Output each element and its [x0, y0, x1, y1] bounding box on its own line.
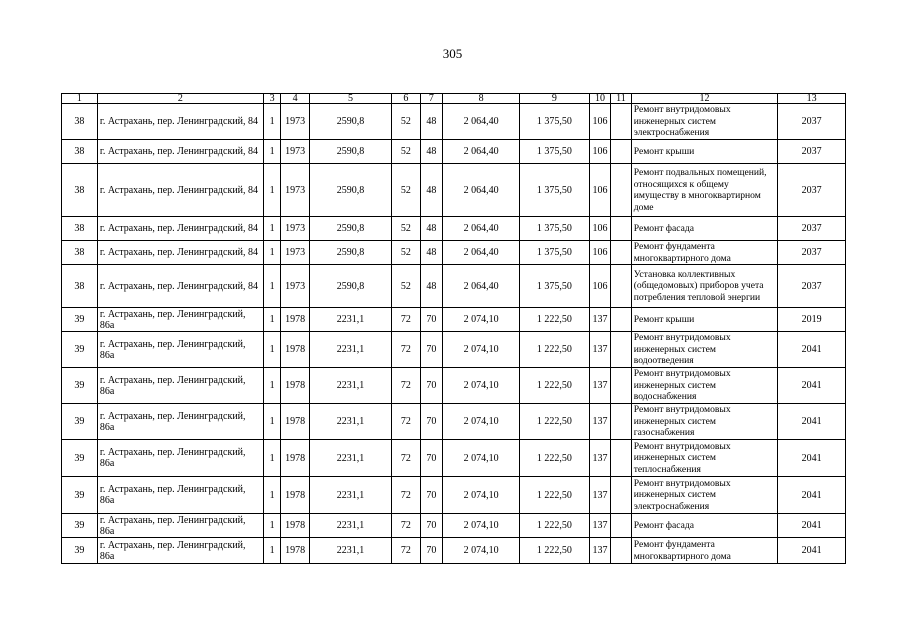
- cell-address: г. Астрахань, пер. Ленинградский, 86а: [97, 477, 263, 514]
- cell-col10: 137: [589, 514, 611, 538]
- cell-col11: [611, 241, 631, 265]
- cell-area: 2590,8: [309, 164, 391, 217]
- cell-col8: 2 074,10: [443, 404, 520, 440]
- cell-col6: 52: [391, 241, 420, 265]
- cell-year: 1973: [281, 140, 310, 164]
- cell-col6: 52: [391, 265, 420, 308]
- cell-number: 39: [62, 440, 98, 477]
- cell-area: 2231,1: [309, 368, 391, 404]
- cell-col11: [611, 308, 631, 332]
- cell-col9: 1 375,50: [520, 217, 590, 241]
- cell-col10: 106: [589, 140, 611, 164]
- cell-area: 2231,1: [309, 440, 391, 477]
- cell-term: 2041: [778, 368, 846, 404]
- cell-col8: 2 074,10: [443, 308, 520, 332]
- cell-year: 1973: [281, 217, 310, 241]
- cell-col6: 72: [391, 440, 420, 477]
- cell-col7: 48: [420, 265, 443, 308]
- cell-col11: [611, 217, 631, 241]
- cell-term: 2037: [778, 164, 846, 217]
- cell-col3: 1: [263, 217, 280, 241]
- cell-col3: 1: [263, 404, 280, 440]
- cell-col8: 2 074,10: [443, 538, 520, 564]
- cell-col11: [611, 514, 631, 538]
- cell-col9: 1 222,50: [520, 308, 590, 332]
- cell-area: 2590,8: [309, 241, 391, 265]
- cell-number: 39: [62, 538, 98, 564]
- cell-address: г. Астрахань, пер. Ленинградский, 86а: [97, 404, 263, 440]
- cell-term: 2037: [778, 241, 846, 265]
- cell-number: 39: [62, 332, 98, 368]
- cell-col3: 1: [263, 140, 280, 164]
- cell-col6: 72: [391, 368, 420, 404]
- cell-work-type: Ремонт фасада: [631, 217, 778, 241]
- cell-col9: 1 375,50: [520, 164, 590, 217]
- cell-area: 2231,1: [309, 404, 391, 440]
- cell-col3: 1: [263, 538, 280, 564]
- cell-col6: 72: [391, 404, 420, 440]
- cell-col8: 2 074,10: [443, 477, 520, 514]
- cell-col3: 1: [263, 514, 280, 538]
- cell-work-type: Ремонт внутридомовых инженерных систем электроснабжения: [631, 104, 778, 140]
- cell-area: 2231,1: [309, 538, 391, 564]
- cell-col8: 2 064,40: [443, 217, 520, 241]
- cell-col10: 106: [589, 104, 611, 140]
- cell-col7: 70: [420, 308, 443, 332]
- cell-term: 2019: [778, 308, 846, 332]
- cell-term: 2037: [778, 217, 846, 241]
- table-body: [62, 94, 846, 564]
- cell-col10: 106: [589, 164, 611, 217]
- cell-address: г. Астрахань, пер. Ленинградский, 84: [97, 217, 263, 241]
- cell-col11: [611, 404, 631, 440]
- cell-col11: [611, 104, 631, 140]
- cell-col7: 70: [420, 368, 443, 404]
- cell-col6: 72: [391, 538, 420, 564]
- cell-year: 1978: [281, 440, 310, 477]
- cell-col10: 137: [589, 308, 611, 332]
- table-row: [62, 332, 846, 368]
- cell-col9: 1 375,50: [520, 265, 590, 308]
- cell-year: 1978: [281, 368, 310, 404]
- header-cell: 1: [62, 94, 98, 104]
- cell-address: г. Астрахань, пер. Ленинградский, 86а: [97, 440, 263, 477]
- header-cell: 2: [97, 94, 263, 104]
- header-cell: 13: [778, 94, 846, 104]
- cell-col10: 106: [589, 265, 611, 308]
- table-row: [62, 241, 846, 265]
- cell-col3: 1: [263, 265, 280, 308]
- cell-col3: 1: [263, 104, 280, 140]
- header-row: [62, 94, 846, 104]
- table-row: [62, 538, 846, 564]
- cell-year: 1978: [281, 477, 310, 514]
- header-cell: 7: [420, 94, 443, 104]
- table-row: [62, 440, 846, 477]
- table-row: [62, 308, 846, 332]
- cell-col10: 137: [589, 332, 611, 368]
- cell-area: 2231,1: [309, 477, 391, 514]
- cell-col8: 2 064,40: [443, 265, 520, 308]
- cell-work-type: Ремонт фундамента многоквартирного дома: [631, 538, 778, 564]
- cell-col3: 1: [263, 241, 280, 265]
- cell-col9: 1 375,50: [520, 104, 590, 140]
- cell-col8: 2 074,10: [443, 368, 520, 404]
- table-row: [62, 164, 846, 217]
- table-row: [62, 104, 846, 140]
- cell-area: 2231,1: [309, 514, 391, 538]
- cell-col8: 2 064,40: [443, 164, 520, 217]
- cell-col7: 48: [420, 140, 443, 164]
- cell-number: 39: [62, 477, 98, 514]
- cell-col7: 48: [420, 241, 443, 265]
- cell-year: 1973: [281, 104, 310, 140]
- cell-col10: 137: [589, 404, 611, 440]
- table-row: [62, 477, 846, 514]
- cell-area: 2231,1: [309, 332, 391, 368]
- cell-area: 2590,8: [309, 217, 391, 241]
- table-row: [62, 140, 846, 164]
- cell-address: г. Астрахань, пер. Ленинградский, 84: [97, 241, 263, 265]
- cell-col8: 2 074,10: [443, 332, 520, 368]
- cell-col7: 70: [420, 440, 443, 477]
- data-table: [61, 93, 846, 564]
- cell-work-type: Ремонт внутридомовых инженерных систем теплоснабжения: [631, 440, 778, 477]
- cell-col6: 52: [391, 104, 420, 140]
- cell-term: 2041: [778, 404, 846, 440]
- cell-col10: 137: [589, 368, 611, 404]
- cell-address: г. Астрахань, пер. Ленинградский, 86а: [97, 332, 263, 368]
- header-cell: 12: [631, 94, 778, 104]
- cell-term: 2041: [778, 440, 846, 477]
- table-row: [62, 368, 846, 404]
- cell-address: г. Астрахань, пер. Ленинградский, 84: [97, 265, 263, 308]
- cell-year: 1978: [281, 538, 310, 564]
- cell-term: 2037: [778, 104, 846, 140]
- cell-year: 1973: [281, 164, 310, 217]
- cell-col3: 1: [263, 308, 280, 332]
- cell-number: 38: [62, 104, 98, 140]
- table-row: [62, 265, 846, 308]
- cell-col7: 70: [420, 514, 443, 538]
- cell-number: 38: [62, 241, 98, 265]
- cell-year: 1978: [281, 514, 310, 538]
- header-cell: 4: [281, 94, 310, 104]
- cell-col7: 48: [420, 164, 443, 217]
- table-row: [62, 404, 846, 440]
- cell-address: г. Астрахань, пер. Ленинградский, 86а: [97, 538, 263, 564]
- cell-work-type: Ремонт внутридомовых инженерных систем водоотведения: [631, 332, 778, 368]
- cell-work-type: Ремонт внутридомовых инженерных систем электроснабжения: [631, 477, 778, 514]
- cell-year: 1978: [281, 332, 310, 368]
- cell-col9: 1 222,50: [520, 368, 590, 404]
- header-cell: 11: [611, 94, 631, 104]
- table-row: [62, 217, 846, 241]
- cell-col8: 2 074,10: [443, 514, 520, 538]
- cell-col9: 1 222,50: [520, 538, 590, 564]
- cell-col6: 52: [391, 217, 420, 241]
- cell-col11: [611, 164, 631, 217]
- cell-col6: 72: [391, 477, 420, 514]
- cell-col7: 70: [420, 477, 443, 514]
- cell-col9: 1 222,50: [520, 477, 590, 514]
- cell-number: 39: [62, 514, 98, 538]
- cell-work-type: Ремонт крыши: [631, 140, 778, 164]
- cell-col11: [611, 538, 631, 564]
- cell-col9: 1 222,50: [520, 514, 590, 538]
- cell-term: 2041: [778, 538, 846, 564]
- cell-term: 2037: [778, 140, 846, 164]
- cell-year: 1978: [281, 404, 310, 440]
- cell-col7: 48: [420, 217, 443, 241]
- cell-area: 2590,8: [309, 140, 391, 164]
- table-row: [62, 514, 846, 538]
- cell-number: 38: [62, 140, 98, 164]
- cell-col9: 1 222,50: [520, 332, 590, 368]
- cell-address: г. Астрахань, пер. Ленинградский, 84: [97, 164, 263, 217]
- cell-col3: 1: [263, 332, 280, 368]
- cell-work-type: Ремонт внутридомовых инженерных систем газоснабжения: [631, 404, 778, 440]
- header-cell: 9: [520, 94, 590, 104]
- cell-area: 2590,8: [309, 265, 391, 308]
- cell-col7: 70: [420, 332, 443, 368]
- cell-number: 39: [62, 404, 98, 440]
- cell-col10: 137: [589, 538, 611, 564]
- cell-col9: 1 222,50: [520, 404, 590, 440]
- cell-number: 39: [62, 308, 98, 332]
- cell-address: г. Астрахань, пер. Ленинградский, 86а: [97, 514, 263, 538]
- cell-col8: 2 064,40: [443, 104, 520, 140]
- cell-address: г. Астрахань, пер. Ленинградский, 86а: [97, 308, 263, 332]
- cell-col6: 72: [391, 308, 420, 332]
- cell-col6: 72: [391, 514, 420, 538]
- cell-term: 2041: [778, 477, 846, 514]
- cell-col6: 52: [391, 164, 420, 217]
- cell-col11: [611, 140, 631, 164]
- cell-work-type: Ремонт фасада: [631, 514, 778, 538]
- cell-col11: [611, 265, 631, 308]
- cell-col6: 52: [391, 140, 420, 164]
- cell-address: г. Астрахань, пер. Ленинградский, 86а: [97, 368, 263, 404]
- cell-number: 38: [62, 217, 98, 241]
- cell-work-type: Ремонт фундамента многоквартирного дома: [631, 241, 778, 265]
- cell-col7: 48: [420, 104, 443, 140]
- cell-col8: 2 064,40: [443, 241, 520, 265]
- header-cell: 6: [391, 94, 420, 104]
- cell-col10: 106: [589, 241, 611, 265]
- cell-work-type: Ремонт крыши: [631, 308, 778, 332]
- cell-col11: [611, 440, 631, 477]
- cell-term: 2037: [778, 265, 846, 308]
- cell-number: 38: [62, 164, 98, 217]
- cell-col11: [611, 477, 631, 514]
- cell-year: 1973: [281, 265, 310, 308]
- header-cell: 3: [263, 94, 280, 104]
- cell-col3: 1: [263, 368, 280, 404]
- cell-col10: 137: [589, 477, 611, 514]
- header-cell: 5: [309, 94, 391, 104]
- cell-col9: 1 375,50: [520, 241, 590, 265]
- cell-col9: 1 375,50: [520, 140, 590, 164]
- cell-col10: 137: [589, 440, 611, 477]
- cell-col11: [611, 368, 631, 404]
- cell-work-type: Установка коллективных (общедомовых) приборов учета потребления тепловой энергии: [631, 265, 778, 308]
- cell-col11: [611, 332, 631, 368]
- cell-col3: 1: [263, 477, 280, 514]
- header-cell: 10: [589, 94, 611, 104]
- cell-year: 1973: [281, 241, 310, 265]
- cell-col3: 1: [263, 164, 280, 217]
- cell-area: 2590,8: [309, 104, 391, 140]
- cell-address: г. Астрахань, пер. Ленинградский, 84: [97, 140, 263, 164]
- cell-term: 2041: [778, 514, 846, 538]
- cell-work-type: Ремонт внутридомовых инженерных систем водоснабжения: [631, 368, 778, 404]
- cell-term: 2041: [778, 332, 846, 368]
- cell-col9: 1 222,50: [520, 440, 590, 477]
- cell-col7: 70: [420, 538, 443, 564]
- cell-col8: 2 074,10: [443, 440, 520, 477]
- cell-year: 1978: [281, 308, 310, 332]
- cell-col7: 70: [420, 404, 443, 440]
- cell-work-type: Ремонт подвальных помещений, относящихся к общему имуществу в многоквартирном доме: [631, 164, 778, 217]
- cell-area: 2231,1: [309, 308, 391, 332]
- cell-col10: 106: [589, 217, 611, 241]
- cell-col8: 2 064,40: [443, 140, 520, 164]
- cell-col3: 1: [263, 440, 280, 477]
- page-number: 305: [442, 46, 463, 61]
- cell-number: 39: [62, 368, 98, 404]
- header-cell: 8: [443, 94, 520, 104]
- cell-col6: 72: [391, 332, 420, 368]
- cell-number: 38: [62, 265, 98, 308]
- cell-address: г. Астрахань, пер. Ленинградский, 84: [97, 104, 263, 140]
